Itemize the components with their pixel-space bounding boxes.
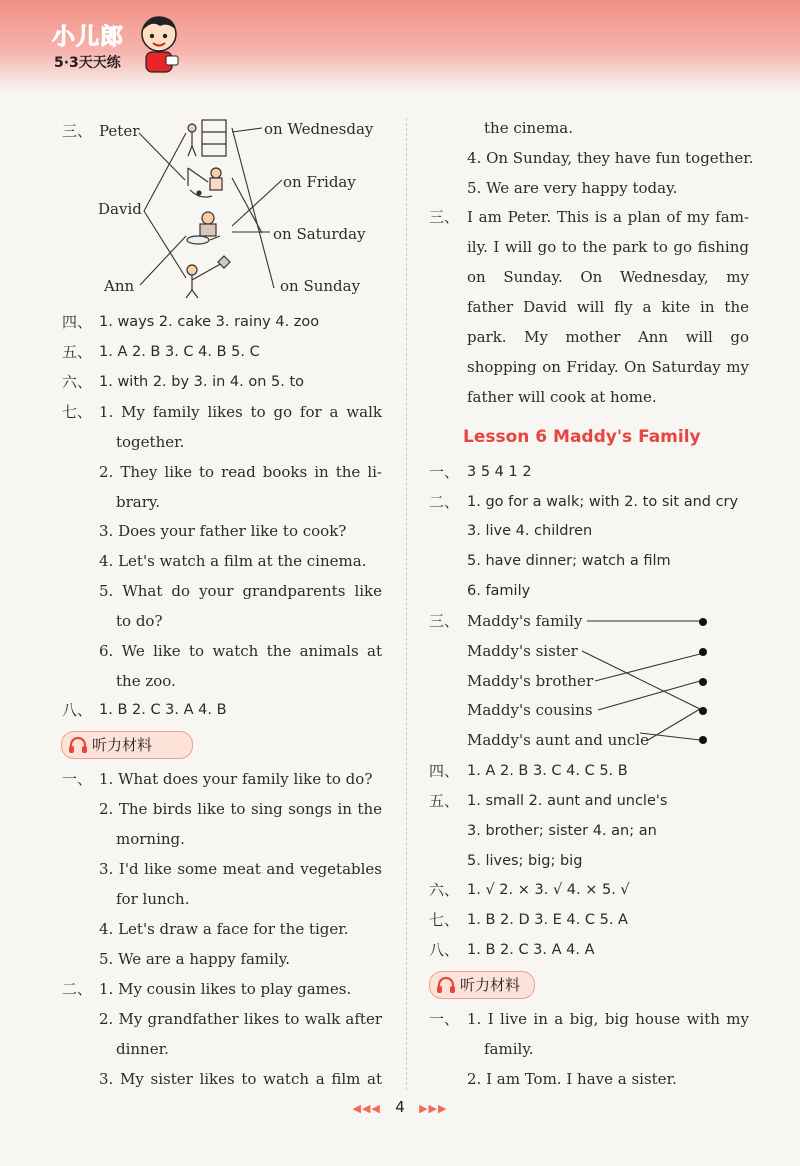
q7-line: brary.: [116, 493, 161, 511]
listen2-marker: 二、: [62, 980, 93, 998]
r-q3-line: on Sunday. On Wednesday, my: [467, 268, 749, 286]
listening-label: 听力材料: [92, 736, 153, 754]
left-arrows-icon: ◀◀◀: [352, 1102, 381, 1115]
r-q7-answers: 1. B 2. D 3. E 4. C 5. A: [467, 912, 628, 928]
q5-answers: 1. A 2. B 3. C 4. B 5. C: [99, 344, 260, 360]
shopping-picture-icon: [188, 120, 226, 156]
r-listen1-line: family.: [484, 1040, 534, 1058]
match-dots: [699, 618, 707, 744]
r-q6-marker: 六、: [429, 881, 460, 899]
r-q8-marker: 八、: [429, 941, 460, 959]
logo-title: 小儿郎: [52, 24, 124, 50]
listen2-line: 2. My grandfather likes to walk after: [99, 1010, 382, 1028]
r-q5-line: 1. small 2. aunt and uncle's: [467, 793, 668, 809]
listen1-line: 2. The birds like to sing songs in the: [99, 800, 382, 818]
r-q3-marker: 三、: [429, 208, 460, 226]
day-saturday: on Saturday: [273, 225, 366, 243]
q7-line: 1. My family likes to go for a walk: [99, 403, 382, 421]
r-q2-line: 3. live 4. children: [467, 523, 593, 539]
r-q2-line: 5. have dinner; watch a film: [467, 553, 671, 569]
q5-marker: 五、: [62, 343, 93, 361]
q4-marker: 四、: [62, 313, 93, 331]
q7-line: 3. Does your father like to cook?: [99, 522, 347, 540]
listening-badge: [61, 731, 193, 759]
listen2-line: 3. My sister likes to watch a film at: [99, 1070, 382, 1088]
r-q3-line: ily. I will go to the park to go fishing: [467, 238, 749, 256]
listen1-line: 4. Let's draw a face for the tiger.: [99, 920, 349, 938]
r-q3-line: father David will fly a kite in the: [467, 298, 749, 316]
r-q6-answers: 1. √ 2. × 3. √ 4. × 5. √: [467, 882, 630, 898]
r-q5-line: 3. brother; sister 4. an; an: [467, 823, 657, 839]
r-q5-marker: 五、: [429, 792, 460, 810]
r-listen1-line: 2. I am Tom. I have a sister.: [467, 1070, 677, 1088]
r-q3-line: shopping on Friday. On Saturday my: [467, 358, 749, 376]
listening-label: 听力材料: [460, 976, 521, 994]
listening-badge: [429, 971, 535, 999]
logo-subtitle: 5·3天天练: [54, 55, 121, 71]
r-listen1-marker: 一、: [429, 1010, 460, 1028]
q7-line: to do?: [116, 612, 163, 630]
r-q2-marker: 二、: [429, 493, 460, 511]
listen1-line: for lunch.: [116, 890, 190, 908]
match-item: Maddy's brother: [467, 672, 594, 690]
day-wednesday: on Wednesday: [264, 120, 374, 138]
cooking-picture-icon: [187, 212, 220, 244]
match-item: Maddy's sister: [467, 642, 578, 660]
headphones-icon: [436, 976, 456, 994]
r-q1-answers: 3 5 4 1 2: [467, 464, 532, 480]
q4-answers: 1. ways 2. cake 3. rainy 4. zoo: [99, 314, 320, 330]
r-q3-line: park. My mother Ann will go: [467, 328, 749, 346]
listen1-line: 1. What does your family like to do?: [99, 770, 373, 788]
match-item: Maddy's family: [467, 612, 583, 630]
fishing-picture-icon: [188, 168, 222, 197]
r-q7-marker: 七、: [429, 911, 460, 929]
r-q3match-marker: 三、: [429, 612, 460, 630]
listen1-marker: 一、: [62, 770, 93, 788]
q7-marker: 七、: [62, 403, 93, 421]
cont-line: 4. On Sunday, they have fun together.: [467, 149, 754, 167]
page-number: 4: [395, 1098, 405, 1116]
kite-picture-icon: [186, 256, 230, 298]
page-footer: [0, 1098, 800, 1116]
headphones-icon: [68, 736, 88, 754]
lesson-title: Lesson 6 Maddy's Family: [463, 427, 701, 447]
q8-answers: 1. B 2. C 3. A 4. B: [99, 702, 227, 718]
right-match-lines: [582, 621, 700, 740]
listen2-line: dinner.: [116, 1040, 169, 1058]
r-q2-line: 6. family: [467, 583, 531, 599]
day-friday: on Friday: [283, 173, 356, 191]
r-q1-marker: 一、: [429, 463, 460, 481]
r-q4-marker: 四、: [429, 762, 460, 780]
r-q2-line: 1. go for a walk; with 2. to sit and cry: [467, 494, 739, 510]
q7-line: 4. Let's watch a film at the cinema.: [99, 552, 367, 570]
q8-marker: 八、: [62, 701, 93, 719]
listen1-line: 3. I'd like some meat and vegetables: [99, 860, 382, 878]
r-listen1-line: 1. I live in a big, big house with my: [467, 1010, 749, 1028]
r-q8-answers: 1. B 2. C 3. A 4. A: [467, 942, 595, 958]
q7-line: together.: [116, 433, 185, 451]
r-q3-line: father will cook at home.: [467, 388, 657, 406]
day-sunday: on Sunday: [280, 277, 361, 295]
q6-marker: 六、: [62, 373, 93, 391]
name-ann: Ann: [104, 277, 135, 295]
r-q3-line: I am Peter. This is a plan of my fam-: [467, 208, 749, 226]
match-item: Maddy's aunt and uncle: [467, 731, 649, 749]
listen2-line: 1. My cousin likes to play games.: [99, 980, 352, 998]
right-arrows-icon: ▶▶▶: [419, 1102, 448, 1115]
q3-marker: 三、: [62, 122, 93, 140]
r-q4-answers: 1. A 2. B 3. C 4. C 5. B: [467, 763, 628, 779]
q7-line: 5. What do your grandparents like: [99, 582, 382, 600]
listen1-line: morning.: [116, 830, 185, 848]
q6-answers: 1. with 2. by 3. in 4. on 5. to: [99, 374, 305, 390]
left-match-lines: [139, 128, 282, 288]
q7-line: the zoo.: [116, 672, 176, 690]
name-peter: Peter: [99, 122, 140, 140]
q7-line: 6. We like to watch the animals at: [99, 642, 382, 660]
listen1-line: 5. We are a happy family.: [99, 950, 291, 968]
r-q5-line: 5. lives; big; big: [467, 853, 583, 869]
name-david: David: [98, 200, 142, 218]
match-item: Maddy's cousins: [467, 701, 593, 719]
cont-line: the cinema.: [484, 119, 574, 137]
cont-line: 5. We are very happy today.: [467, 179, 678, 197]
q7-line: 2. They like to read books in the li-: [99, 463, 382, 481]
